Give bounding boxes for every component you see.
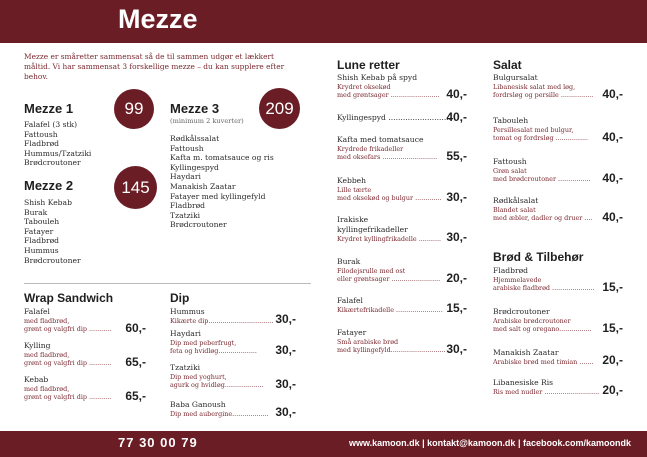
mezze2-title: Mezze 2 xyxy=(24,178,74,193)
item-name: Falafel xyxy=(337,296,363,305)
item-description: Dip med yoghurt, xyxy=(170,372,227,381)
wrap-menu-item xyxy=(24,307,146,334)
wrap-title: Wrap Sandwich xyxy=(24,291,114,305)
item-price: 30,- xyxy=(446,230,467,245)
lune-menu-item xyxy=(337,73,467,100)
dip-title: Dip xyxy=(170,291,190,305)
item-name: Falafel xyxy=(24,307,50,316)
salat-menu-item xyxy=(493,116,623,143)
footer-bar xyxy=(0,431,647,457)
item-price: 30,- xyxy=(446,189,467,204)
item-price: 15,- xyxy=(602,279,623,294)
item-description: Krydret kyllingfrikadelle ........... xyxy=(337,234,442,243)
item-description: med fladbrød, xyxy=(24,316,70,325)
item-name: Rødkålsalat xyxy=(493,196,539,205)
item-price: 40,- xyxy=(602,86,623,101)
mezze2-list xyxy=(24,198,81,265)
mezze2-list-item: Tabouleh xyxy=(24,217,60,227)
phone-number: 77 30 00 79 xyxy=(118,435,198,450)
item-name: Irakiske xyxy=(337,215,369,224)
item-price: 60,- xyxy=(125,320,146,335)
item-description: tomat og fordrsløg ................ xyxy=(493,134,589,143)
item-price: 20,- xyxy=(602,353,623,368)
item-price: 40,- xyxy=(602,129,623,144)
mezze2-list-item: Hummus xyxy=(24,245,59,255)
lune-menu-item xyxy=(337,225,467,243)
item-price: 40,- xyxy=(446,86,467,101)
dip-menu-item xyxy=(170,329,296,356)
item-name: Manakish Zaatar xyxy=(493,348,559,357)
item-description: med fladbrød, xyxy=(24,384,70,393)
item-description: Krydrede frikadeller xyxy=(337,144,404,153)
item-description: Dip med aubergine.................. xyxy=(170,409,269,418)
mezze2-list-item: Brødcroutoner xyxy=(24,255,81,265)
mezze1-list-item: Falafel (3 stk) xyxy=(24,120,78,129)
item-description: Dip med peberfrugt, xyxy=(170,338,237,347)
mezze3-title: Mezze 3 xyxy=(170,101,220,116)
item-name: Brødcroutoner xyxy=(493,307,550,316)
lune-menu-item xyxy=(337,109,467,124)
lune-title: Lune retter xyxy=(337,58,400,72)
mezze2-list-item: Shish Kebab xyxy=(24,198,72,207)
mezze3-list-item: Kafta m. tomatsauce og ris xyxy=(170,153,274,163)
contact-links: www.kamoon.dk | kontakt@kamoon.dk | facebook.com/kamoondk xyxy=(348,438,631,448)
lune-menu-item xyxy=(337,328,467,355)
item-name: Shish Kebab på spyd xyxy=(337,73,418,82)
item-name: Haydari xyxy=(170,329,201,338)
salat-menu-item xyxy=(493,196,623,223)
mezze3-list-item: Fladbrød xyxy=(170,201,206,211)
item-description: Små arabiske brød xyxy=(337,337,399,346)
mezze1-list-item: Hummus/Tzatziki xyxy=(24,148,92,158)
item-price: 40,- xyxy=(602,170,623,185)
item-name: Kylling xyxy=(24,341,51,350)
mezze3-list-item: Kyllingespyd xyxy=(170,162,219,172)
item-name: Kebbeh xyxy=(337,176,367,185)
item-name: Fladbrød xyxy=(493,266,529,275)
mezze2-list-item: Fladbrød xyxy=(24,236,60,246)
item-price: 40,- xyxy=(446,109,467,124)
item-description: Kikærte dip................................ xyxy=(170,316,274,325)
item-price: 65,- xyxy=(125,388,146,403)
item-name: Hummus xyxy=(170,307,205,316)
mezze3-list xyxy=(170,134,274,230)
salat-menu-item xyxy=(493,157,623,184)
mezze1-title: Mezze 1 xyxy=(24,101,74,116)
item-price: 20,- xyxy=(446,270,467,285)
brod-menu-item xyxy=(493,266,623,293)
item-name: kyllingefrikadeller xyxy=(337,225,408,234)
item-description: med æbler, dadler og druer .... xyxy=(493,214,593,223)
item-description: med oksefars ........................... xyxy=(337,153,438,162)
item-name: Libanesiske Ris xyxy=(493,378,554,387)
mezze1-list-item: Brødcroutoner xyxy=(24,158,81,168)
mezze3-list-item: Brødcroutoner xyxy=(170,220,227,230)
item-description: grønt og valgfri dip ........... xyxy=(24,393,112,402)
salat-menu-item xyxy=(493,73,623,100)
mezze3-list-item: Haydari xyxy=(170,172,201,182)
item-description: Ris med nudler ........................... xyxy=(493,387,600,396)
item-name: Fattoush xyxy=(493,157,527,166)
item-price: 30,- xyxy=(275,312,296,327)
salat-title: Salat xyxy=(493,58,522,72)
mezze2-list-item: Fatayer xyxy=(24,226,54,236)
mezze3-list-item: Rødkålssalat xyxy=(170,134,220,143)
page-title: Mezze xyxy=(118,4,198,34)
item-description: arabiske fladbrød ..................... xyxy=(493,284,595,293)
item-name: Fatayer xyxy=(337,328,367,337)
item-price: 15,- xyxy=(602,320,623,335)
item-description: med grøntsager ........................ xyxy=(337,91,440,100)
item-price: 20,- xyxy=(602,383,623,398)
mezze1-price-badge: 99 xyxy=(114,89,154,129)
mezze2-price-badge: 145 xyxy=(114,166,157,209)
mezze3-list-item: Fattoush xyxy=(170,143,204,153)
item-price: 30,- xyxy=(275,342,296,357)
item-name: Tabouleh xyxy=(493,116,529,125)
item-description: agurk og hvidløg................... xyxy=(170,381,264,390)
item-description: grønt og valgfri dip ........... xyxy=(24,359,112,368)
item-description: med fladbrød, xyxy=(24,350,70,359)
mezze1-list-item: Fattoush xyxy=(24,129,58,139)
item-description: eller grøntsager ........................ xyxy=(337,275,441,284)
item-description: Arabiske brød med timian ....... xyxy=(493,357,594,366)
item-description: Lille tærte xyxy=(337,185,372,194)
item-price: 55,- xyxy=(446,148,467,163)
item-name: Tzatziki xyxy=(170,363,201,372)
item-description: med oksekød og bulgur ............. xyxy=(337,194,442,203)
item-description: feta og hvidløg................... xyxy=(170,347,257,356)
mezze1-list-item: Fladbrød xyxy=(24,139,60,149)
mezze3-subtitle: (minimum 2 kuverter) xyxy=(170,117,244,125)
mezze1-list xyxy=(24,120,91,168)
item-description: Persillesalat med bulgur, xyxy=(493,125,574,134)
brod-menu-item xyxy=(493,307,623,334)
item-description: Kikærtefrikadelle ....................... xyxy=(337,305,443,314)
mezze3-price-badge: 209 xyxy=(259,88,300,129)
item-price: 40,- xyxy=(602,209,623,224)
item-name: Bulgursalat xyxy=(493,73,538,82)
lune-menu-item xyxy=(337,296,467,314)
item-description: med brødcroutoner ................ xyxy=(493,175,591,184)
brod-title: Brød & Tilbehør xyxy=(493,250,584,264)
item-description: Krydret oksekød xyxy=(337,82,391,91)
item-description: grønt og valgfri dip ........... xyxy=(24,325,112,334)
header-bar xyxy=(0,0,647,43)
item-description: Grøn salat xyxy=(493,166,527,175)
item-price: 30,- xyxy=(275,405,296,420)
item-description: med kyllingefyld........................... xyxy=(337,346,446,355)
item-name: Kafta med tomatsauce xyxy=(337,135,424,144)
item-price: 65,- xyxy=(125,354,146,369)
dip-menu-item xyxy=(170,400,296,418)
wrap-menu-item xyxy=(24,375,146,402)
item-description: Filodejsrulle med ost xyxy=(337,266,406,275)
intro-text: Mezze er småretter sammensat så de til sammen udgør et lækkert måltid. Vi har sammensat 3 forskellige mezze – du kan supplere efter behov. xyxy=(24,52,285,81)
dip-menu-item xyxy=(170,307,296,325)
item-price: 30,- xyxy=(446,341,467,356)
item-description: Blandet salat xyxy=(493,205,536,214)
item-name: Baba Ganoush xyxy=(170,400,226,409)
mezze3-list-item: Tzatziki xyxy=(170,210,201,220)
wrap-menu-item xyxy=(24,341,146,368)
item-name: Kyllingespyd .......................... xyxy=(337,113,452,122)
mezze3-list-item: Fatayer med kyllingefyld xyxy=(170,191,266,201)
item-name: Kebab xyxy=(24,375,49,384)
item-description: fordrsløg og persille ................ xyxy=(493,91,594,100)
item-description: Hjemmelavede xyxy=(493,275,542,284)
item-description: Arabiske brødcroutoner xyxy=(493,316,571,325)
lune-menu-item xyxy=(337,215,467,225)
mezze2-list-item: Burak xyxy=(24,207,48,217)
brod-menu-item xyxy=(493,378,623,396)
mezze3-list-item: Manakish Zaatar xyxy=(170,181,236,191)
brod-menu-item xyxy=(493,348,623,366)
item-price: 15,- xyxy=(446,301,467,316)
lune-menu-item xyxy=(337,257,467,284)
item-description: Libanesisk salat med løg, xyxy=(493,82,576,91)
lune-menu-item xyxy=(337,135,467,162)
section-divider xyxy=(24,283,311,284)
item-price: 30,- xyxy=(275,376,296,391)
lune-menu-item xyxy=(337,176,467,203)
item-name: Burak xyxy=(337,257,361,266)
item-description: med salt og oregano................ xyxy=(493,325,592,334)
dip-menu-item xyxy=(170,363,296,390)
